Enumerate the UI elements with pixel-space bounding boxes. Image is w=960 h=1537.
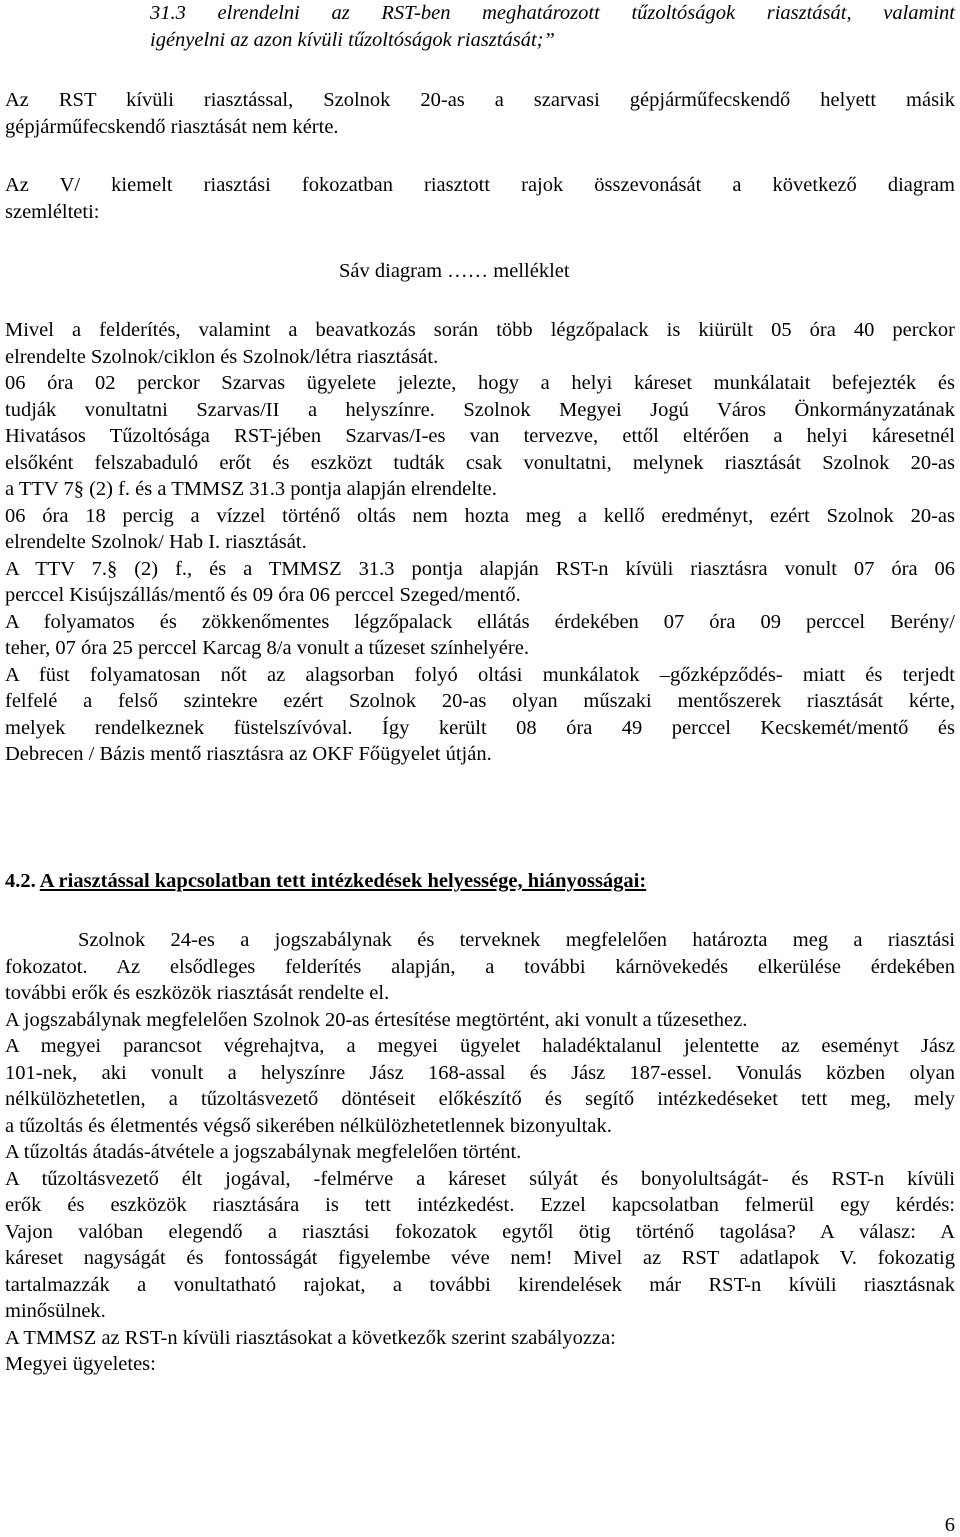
paragraph-line: A TTV 7.§ (2) f., és a TMMSZ 31.3 pontja alapján RST-n kívüli riasztásra vonult 07 óra 06 [5,557,955,580]
paragraph-line: a tűzoltás és életmentés végső sikerében nélkülözhetetlennek bizonyultak. [5,1114,612,1137]
quoted-list-item [5,0,955,53]
paragraph-line: 06 óra 18 percig a vízzel történő oltás nem hozta meg a kellő eredményt, ezért Szolnok 20-as [5,504,955,527]
paragraph-line: minősülnek. [5,1300,106,1322]
paragraph-line: nélkülözhetetlen, a tűzoltásvezető döntéseit előkészítő és segítő intézkedéseket tett meg, mely [5,1088,955,1110]
paragraph-line: tudják vonultatni Szarvas/II a helyszínre. Szolnok Megyei Jogú Város Önkormányzatának [5,398,955,421]
paragraph-line: A tűzoltásvezető élt jogával, -felmérve a káreset súlyát és bonyolultságát- és RST-n kívüli [5,1167,955,1190]
paragraph-line: perccel Kisújszállás/mentő és 09 óra 06 perccel Szeged/mentő. [5,584,521,606]
paragraph-line: fokozatot. Az elsődleges felderítés alapján, a további kárnövekedés elkerülése érdekében [5,955,955,978]
paragraph-line: A füst folyamatosan nőt az alagsorban folyó oltási munkálatok –gőzképződés- miatt és terjedt [5,663,955,686]
paragraph-line: Debrecen / Bázis mentő riasztásra az OKF Főügyelet útján. [5,743,492,765]
paragraph-line: 101-nek, aki vonult a helyszínre Jász 168-assal és Jász 187-essel. Vonulás közben olyan [5,1061,955,1084]
paragraph-line: Hivatásos Tűzoltósága RST-jében Szarvas/I-es van tervezve, ettől eltérően a helyi káresetnél [5,425,955,447]
paragraph-line: szemlélteti: [5,200,100,223]
section-number: 4.2. [5,870,36,892]
paragraph-rst-alert [5,87,955,140]
paragraph-line: Az V/ kiemelt riasztási fokozatban riasztott rajok összevonását a következő diagram [5,174,955,196]
paragraph-line: felfelé a felső szintekre ezért Szolnok 20-as olyan műszaki mentőszerek riasztását kérte, [5,690,955,712]
list-item-line-1: 31.3 elrendelni az RST-ben meghatározott tűzoltóságok riasztását, valamint [150,2,955,24]
paragraph-line: A tűzoltás átadás-átvétele a jogszabálynak megfelelően történt. [5,1141,522,1163]
section-body [5,927,955,1378]
paragraph-line: 06 óra 02 perckor Szarvas ügyelete jelezte, hogy a helyi káreset munkálatait befejezték és [5,372,955,394]
annex-label: Sáv diagram …… melléklet [339,260,570,282]
paragraph-diagram-intro [5,172,955,225]
paragraph-line: A folyamatos és zökkenőmentes légzőpalack ellátás érdekében 07 óra 09 perccel Berény/ [5,610,955,633]
paragraph-line: Mivel a felderítés, valamint a beavatkozás során több légzőpalack is kiürült 05 óra 40 perckor [5,319,955,341]
page-number: 6 [944,1514,955,1536]
list-item-line-2: igényelni az azon kívüli tűzoltóságok riasztását;” [150,28,555,51]
paragraph-line: tartalmazzák a vonultatható rajokat, a további kirendelések már RST-n kívüli riasztásnak [5,1273,955,1296]
paragraph-line: elsőként felszabaduló erőt és eszközt tudták csak vonultatni, melynek riasztását Szolnok 20-as [5,451,955,474]
paragraph-line: elrendelte Szolnok/ Hab I. riasztását. [5,531,307,553]
paragraph-line: A jogszabálynak megfelelően Szolnok 20-as értesítése megtörtént, aki vonult a tűzesethez. [5,1008,748,1031]
paragraph-line: gépjárműfecskendő riasztását nem kérte. [5,115,339,138]
paragraph-line: Szolnok 24-es a jogszabálynak és terveknek megfelelően határozta meg a riasztási [78,929,955,951]
paragraph-line: káreset nagyságát és fontosságát figyelembe véve nem! Mivel az RST adatlapok V. fokozatig [5,1247,955,1269]
paragraph-line: A megyei parancsot végrehajtva, a megyei ügyelet haladéktalanul jelentette az eseményt Jász [5,1035,955,1057]
paragraph-line: A TMMSZ az RST-n kívüli riasztásokat a következők szerint szabályozza: [5,1326,616,1349]
paragraph-line: a TTV 7§ (2) f. és a TMMSZ 31.3 pontja alapján elrendelte. [5,478,497,500]
section-title: A riasztással kapcsolatban tett intézkedések helyessége, hiányosságai: [39,870,647,892]
paragraph-breathing-apparatus [5,317,955,768]
paragraph-line: Vajon valóban elegendő a riasztási fokozatok egytől ötig történő tagolása? A válasz: A [5,1220,955,1243]
paragraph-line: Megyei ügyeletes: [5,1353,156,1375]
paragraph-line: elrendelte Szolnok/ciklon és Szolnok/létra riasztását. [5,345,439,368]
paragraph-line: erők és eszközök riasztására is tett intézkedést. Ezzel kapcsolatban felmerül egy kérdés: [5,1194,955,1216]
paragraph-line: melyek rendelkeznek füstelszívóval. Így került 08 óra 49 perccel Kecskemét/mentő és [5,716,955,739]
paragraph-line: Az RST kívüli riasztással, Szolnok 20-as a szarvasi gépjárműfecskendő helyett másik [5,89,955,111]
annex-reference [5,258,955,285]
paragraph-line: teher, 07 óra 25 perccel Karcag 8/a vonult a tűzeset színhelyére. [5,637,529,659]
section-heading [5,868,955,895]
paragraph-line: további erők és eszközök riasztását rendelte el. [5,982,390,1004]
